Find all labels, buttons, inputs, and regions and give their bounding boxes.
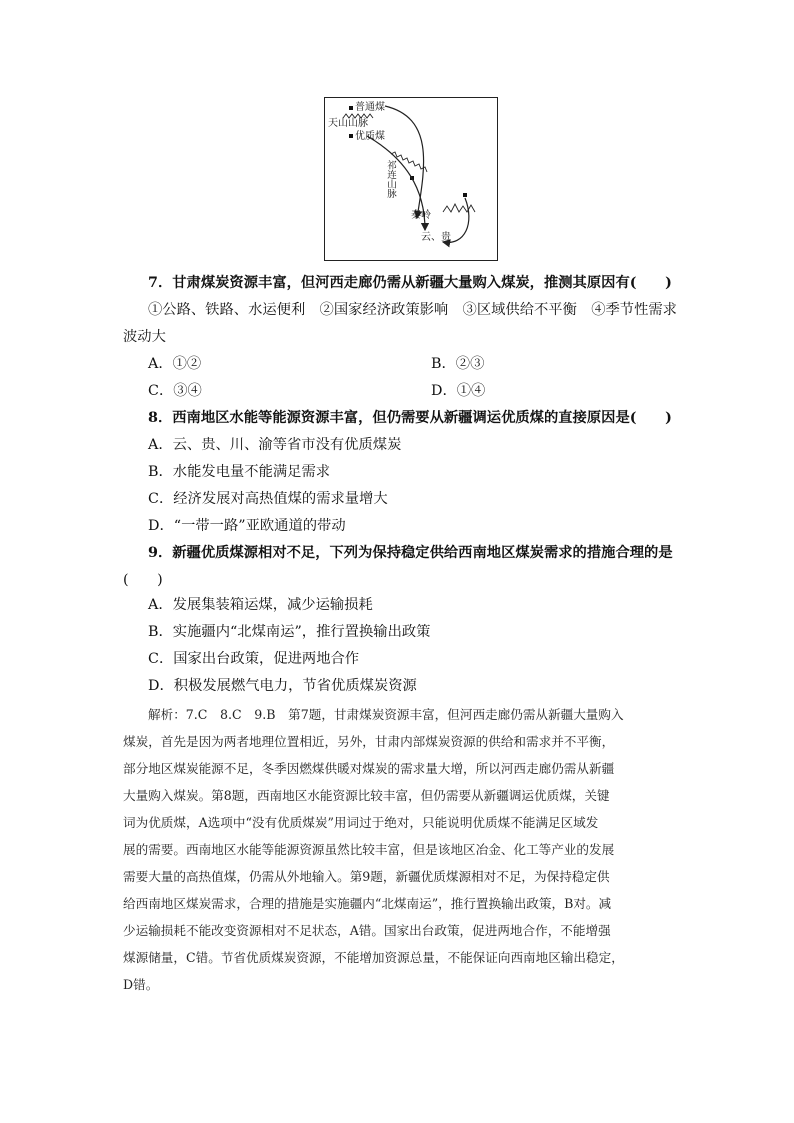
q7-stem: 7．甘肃煤炭资源丰富，但河西走廊仍需从新疆大量购入煤炭，推测其原因有( ) <box>148 275 672 291</box>
q8-option-b: B．水能发电量不能满足需求 <box>148 464 331 480</box>
explanation-line: 给西南地区煤炭需求，合理的措施是实施疆内“北煤南运”，推行置换输出政策，B对。减 <box>123 896 612 911</box>
label-putong-coal: 普通煤 <box>355 102 385 113</box>
explanation-line: 解析：7.C 8.C 9.B 第7题，甘肃煤炭资源丰富，但河西走廊仍需从新疆大量购入 <box>148 707 624 722</box>
mountain-icon <box>391 152 427 172</box>
label-qinling: 秦岭 <box>411 210 431 221</box>
explanation-line: 部分地区煤炭能源不足，冬季因燃煤供暖对煤炭的需求量大增，所以河西走廊仍需从新疆 <box>123 761 615 776</box>
mountain-icon <box>443 204 475 212</box>
q9-stem-line1: 9．新疆优质煤源相对不足，下列为保持稳定供给西南地区煤炭需求的措施合理的是 <box>148 545 673 561</box>
q7-option-c: C．③④ <box>148 383 202 399</box>
explanation-line: 煤源储量，C错。节省优质煤炭资源，不能增加资源总量，不能保证向西南地区输出稳定， <box>123 950 624 965</box>
explanation-line: 展的需要。西南地区水能等能源资源虽然比较丰富，但是该地区冶金、化工等产业的发展 <box>123 842 615 857</box>
explanation-line: 需要大量的高热值煤，仍需从外地输入。第9题，新疆优质煤源相对不足，为保持稳定供 <box>123 869 610 884</box>
q9-option-b: B．实施疆内“北煤南运”，推行置换输出政策 <box>148 624 431 640</box>
q7-option-b: B．②③ <box>431 356 485 372</box>
coal-site-marker <box>349 106 353 110</box>
q7-items-line2: 波动大 <box>123 329 166 345</box>
label-youzhi-coal: 优质煤 <box>355 131 385 142</box>
label-tianshan: 天山山脉 <box>328 118 368 129</box>
q8-option-a: A．云、贵、川、渝等省市没有优质煤炭 <box>148 437 402 453</box>
coal-transport-map <box>324 97 498 261</box>
q8-option-c: C．经济发展对高热值煤的需求量增大 <box>148 491 388 507</box>
explanation-line: 少运输损耗不能改变资源相对不足状态，A错。国家出台政策，促进两地合作，不能增强 <box>123 923 611 938</box>
explanation-line: D错。 <box>123 977 159 992</box>
q9-option-c: C．国家出台政策，促进两地合作 <box>148 651 360 667</box>
q7-items-line1: ①公路、铁路、水运便利 ②国家经济政策影响 ③区域供给不平衡 ④季节性需求 <box>148 302 677 318</box>
label-yungui: 云、贵 <box>421 232 451 243</box>
q9-stem-line2: ( ) <box>123 572 163 588</box>
explanation-line: 词为优质煤，A选项中“没有优质煤炭”用词过于绝对，只能说明优质煤不能满足区域发 <box>123 815 599 830</box>
q7-option-d: D．①④ <box>431 383 486 399</box>
coal-site-marker <box>349 134 353 138</box>
q9-option-a: A．发展集装箱运煤，减少运输损耗 <box>148 597 373 613</box>
q8-option-d: D．“一带一路”亚欧通道的带动 <box>148 518 346 534</box>
q9-option-d: D．积极发展燃气电力，节省优质煤炭资源 <box>148 678 417 694</box>
explanation-line: 煤炭，首先是因为两者地理位置相近，另外，甘肃内部煤炭资源的供给和需求并不平衡， <box>123 734 615 749</box>
q8-stem: 8．西南地区水能等能源资源丰富，但仍需要从新疆调运优质煤的直接原因是( ) <box>148 410 672 426</box>
coal-site-marker <box>463 193 467 197</box>
label-qilian: 祁连山脉 <box>385 160 396 198</box>
explanation-line: 大量购入煤炭。第8题，西南地区水能资源比较丰富，但仍需要从新疆调运优质煤，关键 <box>123 788 610 803</box>
q7-option-a: A．①② <box>148 356 202 372</box>
